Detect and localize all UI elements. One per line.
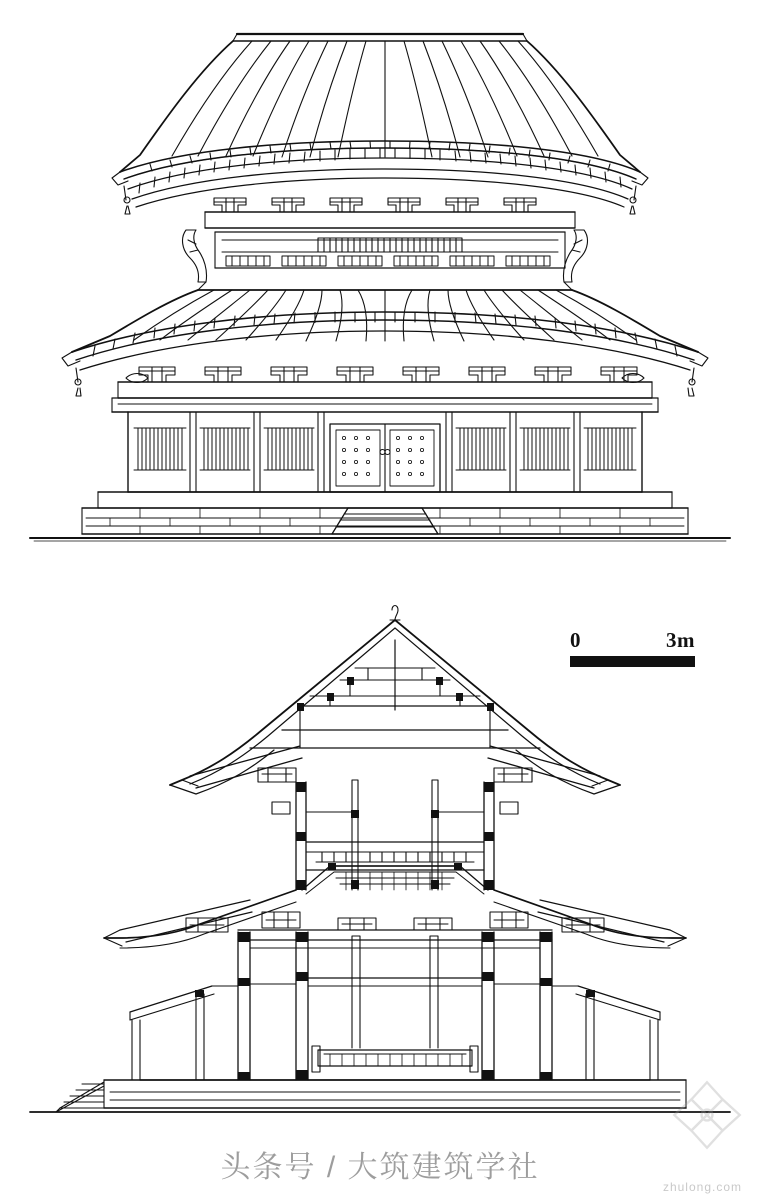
scale-end-label: 3m xyxy=(666,628,695,652)
front-elevation-drawing xyxy=(0,0,760,580)
scale-bar-labels xyxy=(570,630,695,651)
watermark-text: 头条号 / 大筑建筑学社 xyxy=(220,1151,540,1184)
scale-start-label: 0 xyxy=(570,628,581,652)
scale-bar xyxy=(570,630,695,674)
scale-bar-line xyxy=(570,656,695,667)
watermark-url: zhulong.com xyxy=(662,1180,742,1194)
elevation-svg xyxy=(0,0,760,580)
